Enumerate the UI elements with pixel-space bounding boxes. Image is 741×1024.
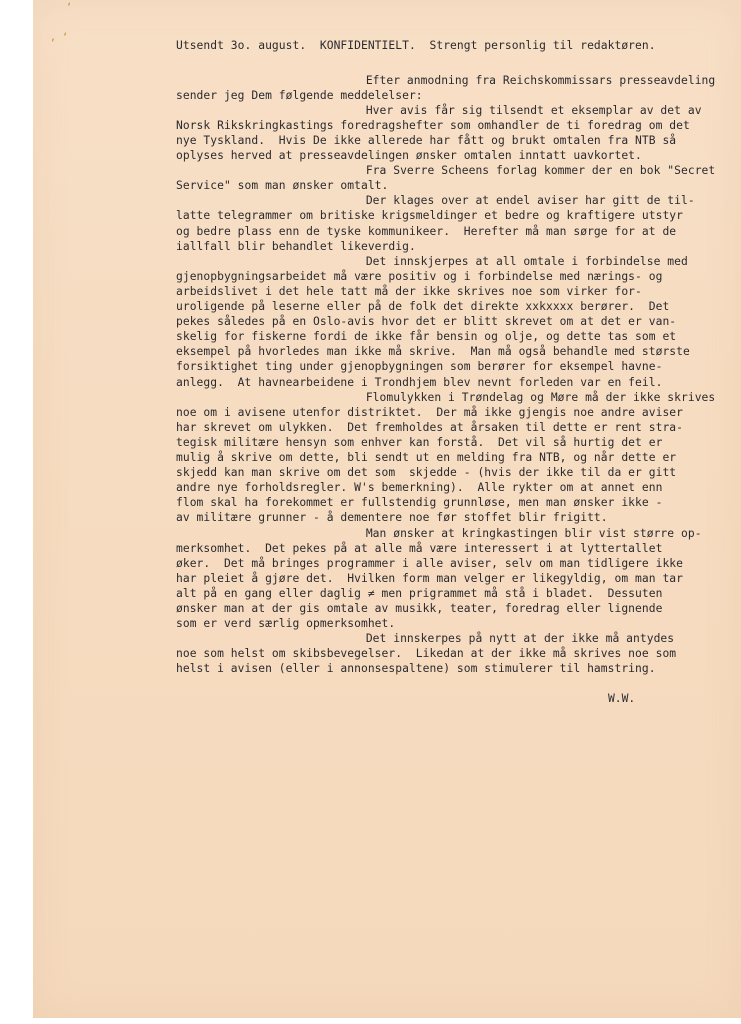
document-line: ønsker man at der gis omtale av musikk, teater, foredrag eller lignende — [176, 602, 663, 615]
document-line: Hver avis får sig tilsendt et eksemplar av det av — [365, 103, 702, 117]
document-line: nye Tyskland. Hvis De ikke allerede har fått og brukt omtalen fra NTB så — [176, 133, 677, 147]
document-body — [176, 0, 741, 676]
signature: W.W. — [608, 692, 636, 705]
document-line: Efter anmodning fra Reichskommissars presseavdeling — [365, 73, 716, 87]
document-line: har skrevet om ulykken. Det fremholdes at årsaken til dette er rent stra- — [176, 420, 683, 434]
document-line: Man ønsker at kringkastingen blir vist større op- — [365, 526, 702, 540]
document-line: flom skal ha forekommet er fullstendig grunnløse, men man ønsker ikke - — [176, 496, 663, 510]
document-line: mulig å skrive om dette, bli sendt ut en melding fra NTB, og når dette er — [176, 451, 677, 464]
document-line: alt på en gang eller daglig ≠ men prigrammet må stå i bladet. Dessuten — [176, 586, 663, 600]
document-line: iallfall blir behandlet likeverdig. — [176, 239, 416, 253]
document-header: Utsendt 3o. august. KONFIDENTIELT. Strengt personlig til redaktøren. — [176, 39, 656, 52]
document-line: anlegg. At havnearbeidene i Trondhjem blev nevnt forleden var en feil. — [176, 375, 663, 389]
document-line: og bedre plass enn de tyske kommunikeer. Herefter må man sørge for at de — [176, 224, 677, 238]
document-line: andre nye forholdsregler. W's bemerkning). Alle rykter om at annet enn — [176, 481, 663, 495]
document-line: skjedd kan man skrive om det som skjedde - (hvis der ikke til da er gitt — [176, 466, 677, 480]
document-line: sender jeg Dem følgende meddelelser: — [176, 88, 423, 102]
document-line: merksomhet. Det pekes på at alle må være interessert i at lyttertallet — [176, 541, 663, 555]
document-line: oplyses herved at presseavdelingen ønsker omtalen inntatt uavkortet. — [176, 149, 642, 162]
document-line: forsiktighet ting under gjenopbygningen som berører for eksempel havne- — [176, 360, 663, 374]
document-line: noe som helst om skibsbevegelser. Likedan at der ikke må skrives noe som — [176, 647, 677, 661]
document-line: Det innskjerpes at all omtale i forbindelse med — [365, 254, 688, 268]
document-line: har pleiet å gjøre det. Hvilken form man velger er likegyldig, om man tar — [176, 571, 683, 585]
document-line: Norsk Rikskringkastings foredragshefter som omhandler de ti foredrag om det — [176, 118, 690, 132]
document-line: tegisk militære hensyn som enhver kan forstå. Det vil så hurtig det er — [176, 435, 663, 449]
document-line: øker. Det må bringes programmer i alle aviser, selv om man tidligere ikke — [176, 556, 683, 570]
document-line: Der klages over at endel aviser har gitt de til- — [365, 194, 695, 208]
document-line: av militære grunner - å dementere noe før stoffet blir frigitt. — [176, 511, 608, 525]
document-line: Det innskerpes på nytt at der ikke må antydes — [365, 632, 675, 646]
paper-mark: ‚ ‘ — [50, 32, 69, 43]
document-line: Service" som man ønsker omtalt. — [176, 179, 389, 193]
paper-mark: ‘ — [66, 2, 73, 13]
document-line: uroligende på leserne eller på de folk det direkte xxkxxxx berører. Det — [176, 300, 670, 313]
document-line: skelig for fiskerne fordi de ikke får bensin og olje, og dette tas som et — [176, 330, 677, 344]
document-line: latte telegrammer om britiske krigsmeldinger et bedre og kraftigere utstyr — [176, 209, 683, 223]
document-line: gjenopbygningsarbeidet må være positiv og i forbindelse med nærings- og — [176, 269, 663, 283]
document-line: eksempel på hvorledes man ikke må skrive. Man må også behandle med største — [176, 345, 690, 359]
document-line: noe om i avisene utenfor distriktet. Der må ikke gjengis noe andre aviser — [176, 405, 683, 419]
document-line: helst i avisen (eller i annonsespaltene) som stimulerer til hamstring. — [176, 662, 656, 676]
document-line: pekes således på en Oslo-avis hvor det er blitt skrevet om at det er van- — [176, 315, 677, 329]
document-line: Fra Sverre Scheens forlag kommer der en bok "Secret — [365, 164, 716, 178]
document-line: arbeidslivet i det hele tatt må der ikke skrives noe som virker for- — [176, 284, 642, 298]
scan-margin — [0, 0, 33, 1024]
document-line: som er verd særlig opmerksomhet. — [176, 617, 396, 631]
document-line: Flomulykken i Trøndelag og Møre må der ikke skrives — [365, 390, 716, 404]
